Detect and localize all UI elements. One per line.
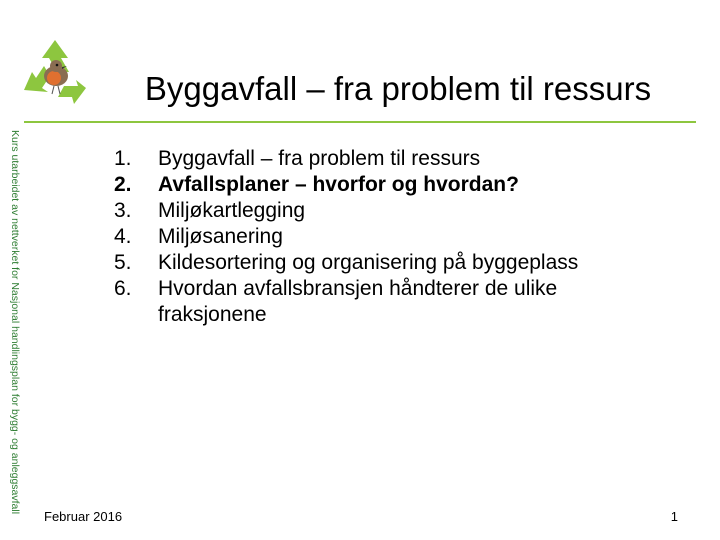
- agenda-item-number: 4.: [114, 225, 132, 248]
- agenda-item-number: 2.: [114, 173, 132, 196]
- agenda-item-text: Hvordan avfallsbransjen håndterer de ulike fraksjonene: [158, 277, 558, 326]
- agenda-item-text: Avfallsplaner – hvorfor og hvordan?: [158, 173, 519, 196]
- agenda-item-number: 3.: [114, 199, 132, 222]
- agenda-item: [100, 250, 670, 276]
- side-caption: Kurs utarbeidet av nettverket for Nasjonal handlingsplan for bygg- og anleggsavfall: [9, 130, 21, 515]
- agenda-item-number: 5.: [114, 251, 132, 274]
- footer-date: Februar 2016: [44, 509, 123, 524]
- agenda-item-text: Byggavfall – fra problem til ressurs: [158, 147, 481, 170]
- agenda-item-text: Kildesortering og organisering på byggeplass: [158, 251, 579, 274]
- agenda-item: [100, 198, 670, 224]
- agenda-item: [100, 276, 670, 328]
- title-divider: [24, 121, 696, 123]
- agenda-item: [100, 172, 670, 198]
- agenda-list: [100, 146, 670, 328]
- agenda-item-text: Miljøsanering: [158, 225, 283, 248]
- agenda-item-text: Miljøkartlegging: [158, 199, 306, 222]
- recycling-robin-logo-icon: [14, 36, 96, 108]
- agenda-item: [100, 224, 670, 250]
- agenda-item: [100, 146, 670, 172]
- agenda-item-number: 1.: [114, 147, 132, 170]
- page-number: 1: [670, 509, 678, 524]
- slide-title: Byggavfall – fra problem til ressurs: [144, 70, 652, 107]
- agenda-item-number: 6.: [114, 277, 132, 300]
